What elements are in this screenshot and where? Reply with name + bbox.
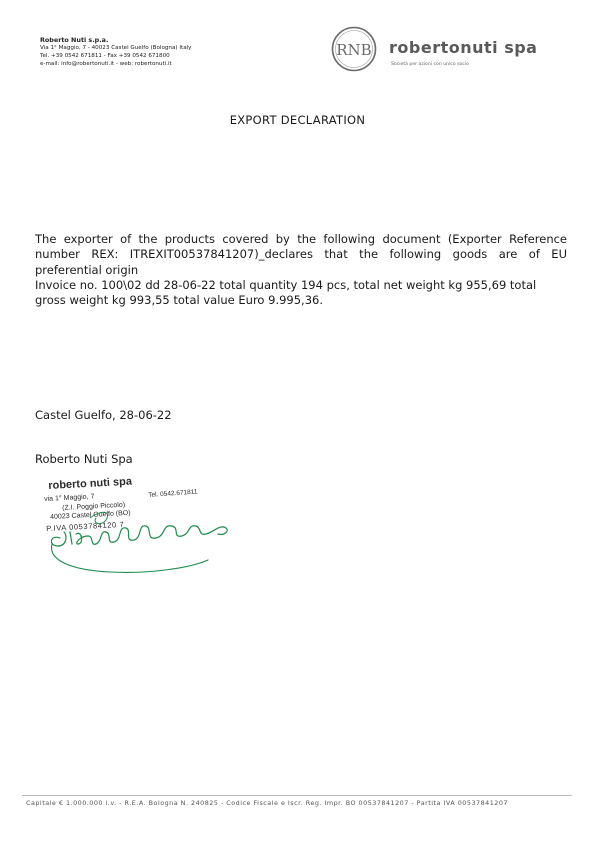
stamp-company-name: roberto nuti spa <box>48 475 133 492</box>
logo-wordmark: robertonuti spa <box>389 38 538 57</box>
invoice-details: Invoice no. 100\02 dd 28-06-22 total quantity 194 pcs, total net weight kg 955,69 total gross weight kg 993,55 total value Euro 9.995,36. <box>35 277 537 308</box>
signatory-name: Roberto Nuti Spa <box>35 452 133 466</box>
letterhead-address <box>40 36 192 68</box>
logo-tagline: Società per azioni con unico socio <box>391 62 469 67</box>
place-and-date: Castel Guelfo, 28-06-22 <box>35 408 172 422</box>
handwritten-signature-icon <box>30 474 240 574</box>
declaration-text: The exporter of the products covered by the following document (Exporter Reference number REX: ITREXIT00537841207)_declares that the following goods are of EU preferential origin <box>35 232 567 277</box>
stamp-vat-number: P.IVA 0053784120 7 <box>46 519 125 533</box>
stamp-address-city: 40023 Castel Guelfo (BO) <box>50 509 131 521</box>
stamp-phone: Tel. 0542.671811 <box>148 488 198 499</box>
letterhead-company: Roberto Nuti s.p.a. <box>40 36 109 44</box>
company-stamp <box>30 474 240 574</box>
document-title: EXPORT DECLARATION <box>229 113 366 127</box>
letterhead-phone: Tel. +39 0542 671811 - Fax +39 0542 671800 <box>40 53 170 59</box>
footer-legal: Capitale € 1.000.000 i.v. - R.E.A. Bologna N. 240825 - Codice Fiscale e Iscr. Reg. Impr. BO 00537841207 - Partita IVA 00537841207 <box>26 799 508 807</box>
footer-divider <box>22 795 572 796</box>
monogram-text: RNB <box>336 41 372 59</box>
stamp-address-zone: (Z.I. Poggio Piccolo) <box>62 501 126 512</box>
stamp-address-street: via 1° Maggio, 7 <box>44 493 95 503</box>
company-logo <box>331 26 571 76</box>
monogram-logo-icon <box>331 26 377 72</box>
declaration-body <box>35 232 567 308</box>
letterhead-street: Via 1° Maggio, 7 - 40023 Castel Guelfo (Bologna) Italy <box>40 45 192 51</box>
letterhead-web: e-mail: info@robertonuti.it - web: robertonuti.it <box>40 61 172 67</box>
